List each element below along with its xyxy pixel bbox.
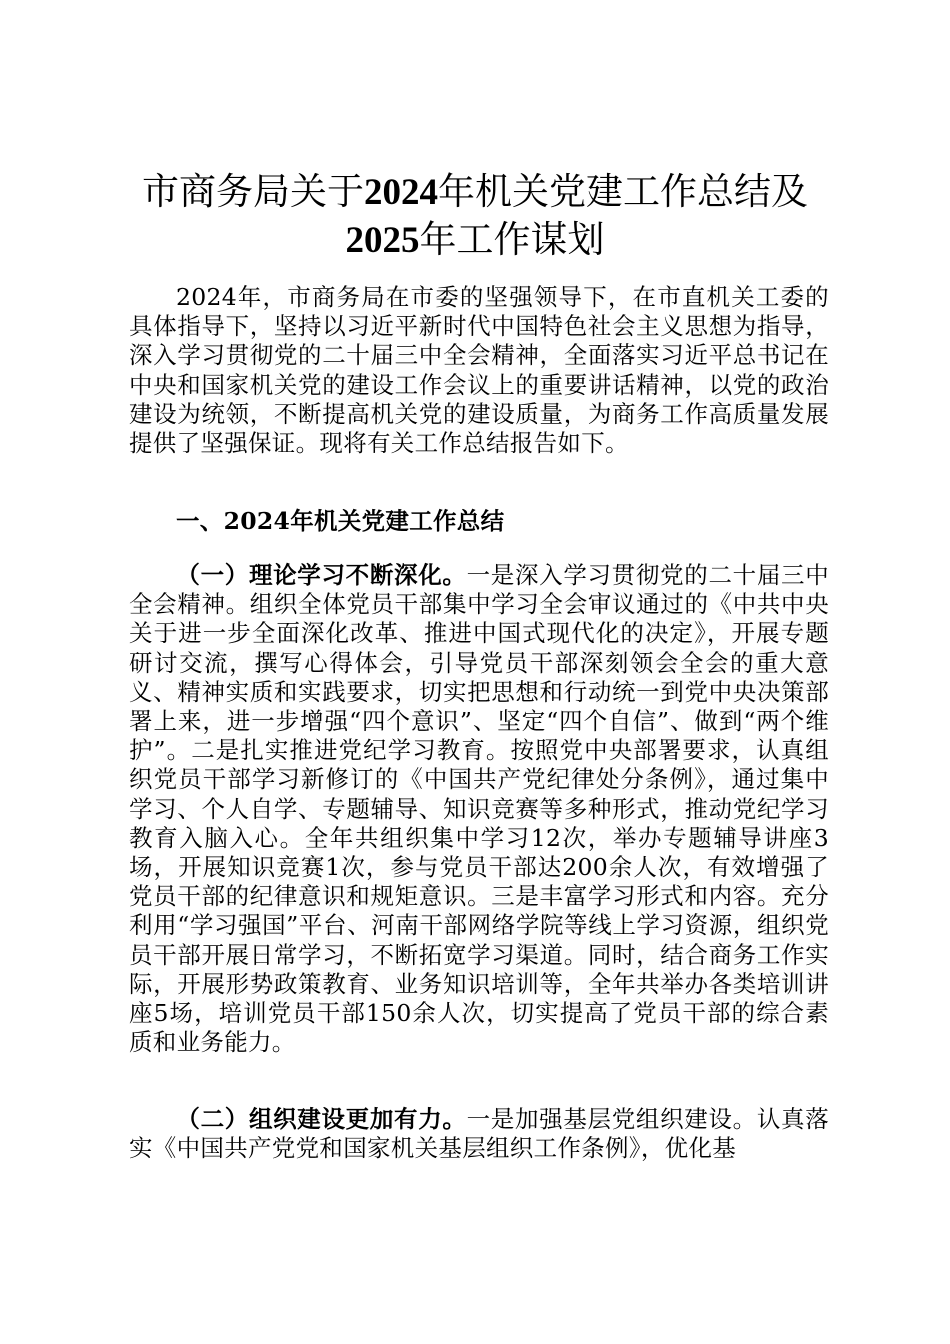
- intro-paragraph: [129, 283, 829, 458]
- subsection-2-paragraph: [129, 1105, 829, 1163]
- subsection-2-lead: （二）组织建设更加有力。: [176, 1105, 467, 1133]
- intro-text: 2024年，市商务局在市委的坚强领导下，在市直机关工委的具体指导下，坚持以习近平新时代中国特色社会主义思想为指导，深入学习贯彻党的二十届三中全会精神，全面落实习近平总书记在中央和国家机关党的建设工作会议上的重要讲话精神，以党的政治建设为统领，不断提高机关党的建设质量，为商务工作高质量发展提供了坚强保证。现将有关工作总结报告如下。: [129, 283, 829, 458]
- title-year-2024: 2024: [364, 172, 438, 213]
- subsection-1-paragraph: [129, 561, 829, 1057]
- subsection-1-lead: （一）理论学习不断深化。: [176, 561, 467, 589]
- subsection-1-body: 一是深入学习贯彻党的二十届三中全会精神。组织全体党员干部集中学习全会审议通过的《中共中央关于进一步全面深化改革、推进中国式现代化的决定》，开展专题研讨交流，撰写心得体会，引导党员干部深刻领会全会的重大意义、精神实质和实践要求，切实把思想和行动统一到党中央决策部署上来，进一步增强“四个意识”、坚定“四个自信”、做到“两个维护”。二是扎实推进党纪学习教育。按照党中央部署要求，认真组织党员干部学习新修订的《中国共产党纪律处分条例》，通过集中学习、个人自学、专题辅导、知识竞赛等多种形式，推动党纪学习教育入脑入心。全年共组织集中学习12次，举办专题辅导讲座3场，开展知识竞赛1次，参与党员干部达200余人次，有效增强了党员干部的纪律意识和规矩意识。三是丰富学习形式和内容。充分利用“学习强国”平台、河南干部网络学院等线上学习资源，组织党员干部开展日常学习，不断拓宽学习渠道。同时，结合商务工作实际，开展形势政策教育、业务知识培训等，全年共举办各类培训讲座5场，培训党员干部150余人次，切实提高了党员干部的综合素质和业务能力。: [129, 561, 829, 1057]
- section-1-heading: 一、2024年机关党建工作总结: [176, 507, 505, 535]
- title-year-2025: 2025: [345, 220, 420, 261]
- title-prefix: 市商务局关于: [142, 170, 364, 213]
- subsection-2-body: 一是加强基层党组织建设。认真落实《中国共产党党和国家机关基层组织工作条例》，优化基: [129, 1105, 829, 1163]
- document-title-line-1: [60, 166, 890, 219]
- title-suffix-2: 年工作谋划: [419, 218, 605, 261]
- document-title-line-2: [60, 214, 890, 267]
- title-suffix: 年机关党建工作总结及: [438, 170, 808, 213]
